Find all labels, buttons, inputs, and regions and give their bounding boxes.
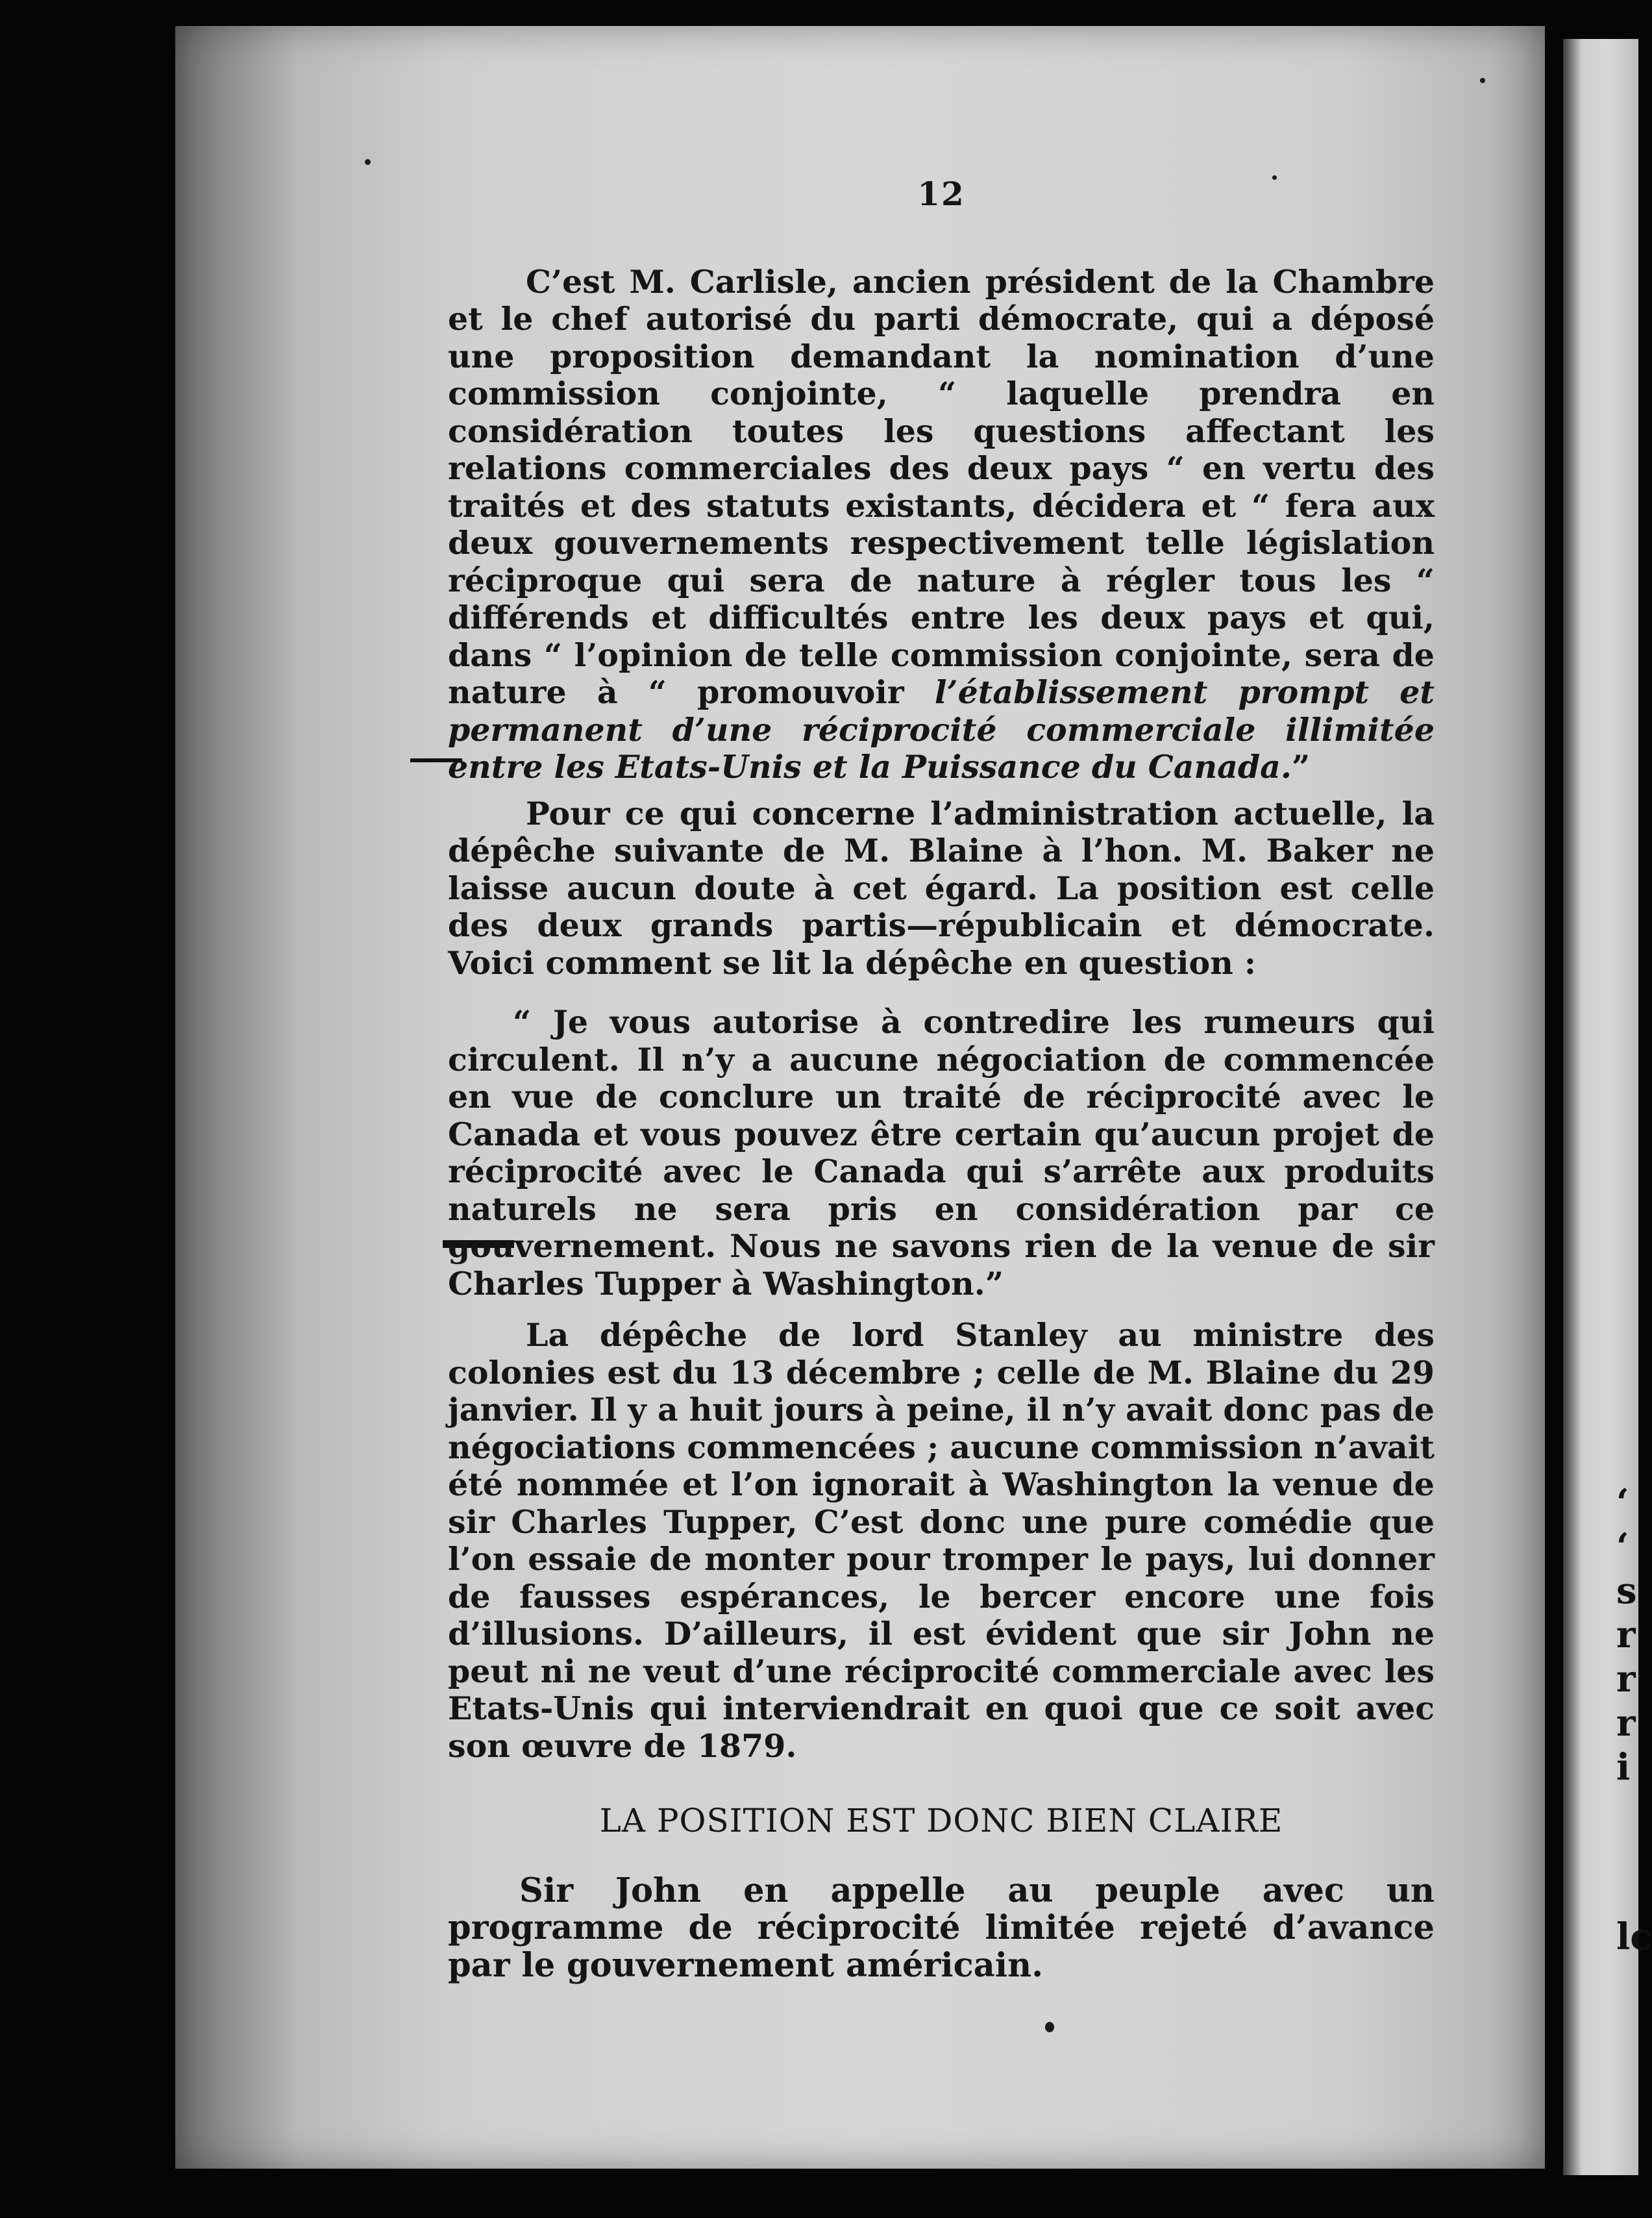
carlisle-italic-text: l’établissement prompt et permanent d’une réciprocité commerciale illimitée entre les Etats-Unis et la Puissance du Canada. <box>448 673 1435 786</box>
section-heading: LA POSITION EST DONC BIEN CLAIRE <box>599 1802 1283 1839</box>
page-text <box>448 175 1435 1984</box>
page-number: 12 <box>917 175 965 213</box>
carlisle-close-quote: ” <box>1291 748 1311 786</box>
adjacent-page-text-tail: lc <box>1616 1915 1652 1958</box>
adjacent-page-edge <box>1563 39 1652 2175</box>
stanley-paragraph: La dépêche de lord Stanley au ministre des colonies est du 13 décembre ; celle de M. Blaine du 29 janvier. Il y a huit jours à peine, il n’y avait donc pas de négociations commencées ; aucune commission n’avait été nommée et l’on ignorait à Washington la venue de sir Charles Tupper, C’est donc une pure comédie que l’on essaie de monter pour tromper le pays, lui donner de fausses espérances, le bercer encore une fois d’illusions. D’ailleurs, il est évident que sir John ne peut ni ne veut d’une réciprocité commerciale avec les Etats-Unis qui interviendrait en quoi que ce soit avec son œuvre de 1879. <box>448 1316 1435 1765</box>
carlisle-paragraph <box>448 264 1435 786</box>
scan-speck <box>1045 2022 1054 2032</box>
scan-speck <box>365 159 371 165</box>
scan-speck <box>1480 78 1485 83</box>
final-paragraph: Sir John en appelle au peuple avec un programme de réciprocité limitée rejeté d’avance par le gouvernement américain. <box>448 1871 1435 1985</box>
carlisle-text: C’est M. Carlisle, ancien président de la Chambre et le chef autorisé du parti démocrate, qui a déposé une proposition demandant la nomination d’une commission conjointe, “ laquelle prendra en considération toutes les questions affectant les relations commerciales des deux pays “ en vertu des traités et des statuts existants, décidera et “ fera aux deux gouvernements respectivement telle législation réciproque qui sera de nature à régler tous les “ différends et difficultés entre les deux pays et qui, dans “ l’opinion de telle commission conjointe, sera de nature à “ promouvoir <box>448 262 1435 711</box>
blaine-dispatch-quote: “ Je vous autorise à contredire les rumeurs qui circulent. Il n’y a aucune négociation de commencée en vue de conclure un traité de réciprocité avec le Canada et vous pouvez être certain qu’aucun projet de réciprocité avec le Canada qui s’arrête aux produits naturels ne sera pris en considération par ce gouvernement. Nous ne savons rien de la venue de sir Charles Tupper à Washington.” <box>448 1003 1435 1302</box>
adjacent-page-text-fragments: ‘ ‘ s r r r i <box>1616 1481 1637 1789</box>
administration-paragraph: Pour ce qui concerne l’administration actuelle, la dépêche suivante de M. Blaine à l’hon. M. Baker ne laisse aucun doute à cet égard. La position est celle des deux grands partis—républicain et démocrate. Voici comment se lit la dépêche en question : <box>448 794 1435 982</box>
